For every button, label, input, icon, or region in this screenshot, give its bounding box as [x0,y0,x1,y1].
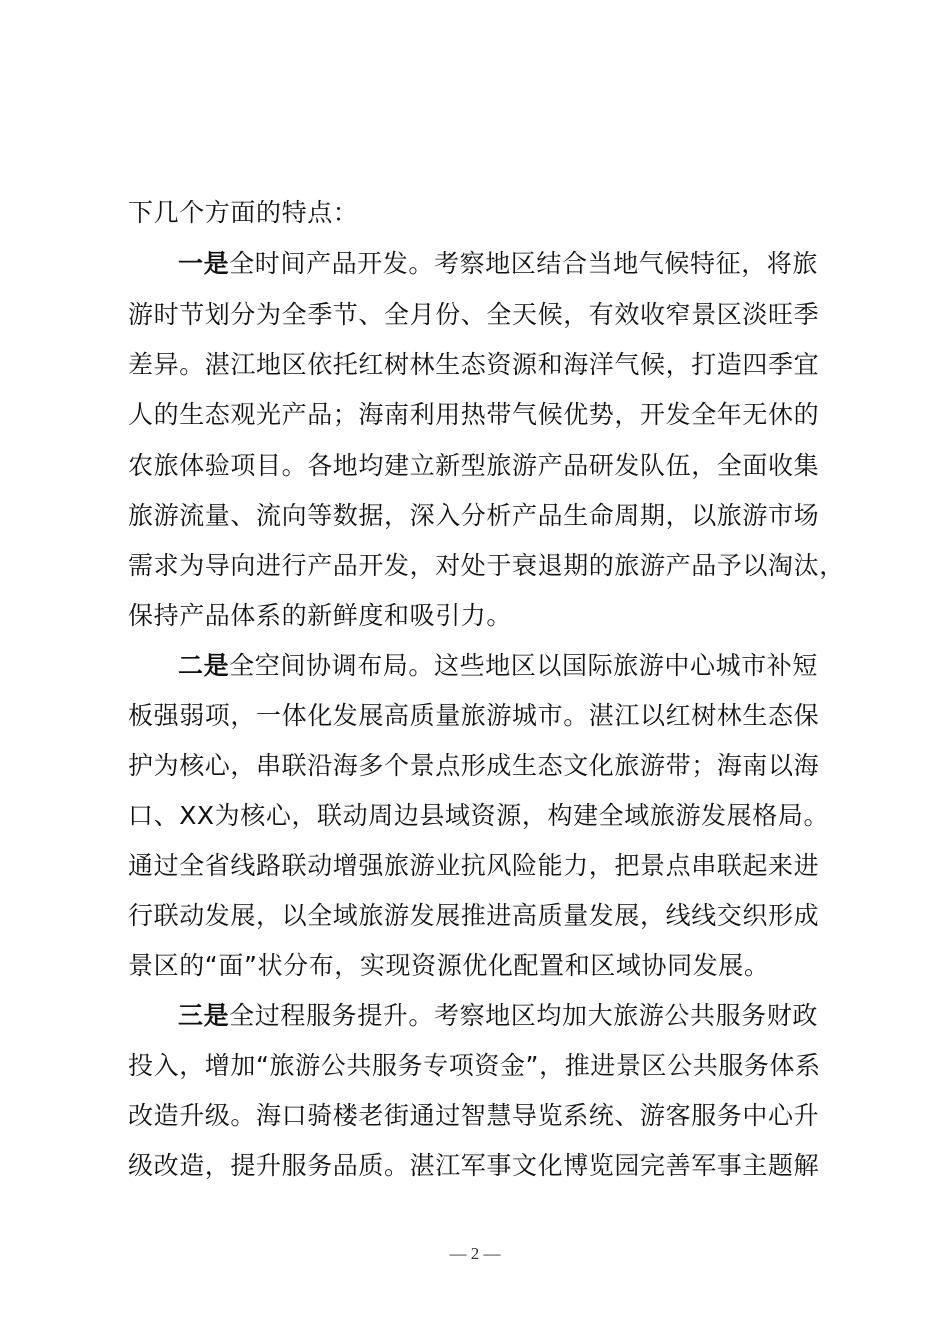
lead-bold: 一是 [178,249,230,278]
line-text: 下几个方面的特点： [128,198,359,227]
text-line-5 [128,395,819,435]
text-line-10 [178,646,818,686]
text-line-8 [128,546,845,586]
text-line-3 [128,295,819,335]
text-line-13 [128,796,829,836]
line-text: 景区的“面”状分布，实现资源优化配置和区域协同发展。 [128,951,770,980]
line-text: 农旅体验项目。各地均建立新型旅游产品研发队伍，全面收集 [128,451,820,480]
line-text: 全过程服务提升。考察地区均加大旅游公共服务财政 [229,1001,819,1030]
line-text: 板强弱项，一体化发展高质量旅游城市。湛江以红树林生态保 [128,701,820,730]
text-line-19 [128,1096,819,1136]
line-text: 全空间协调布局。这些地区以国际旅游中心城市补短 [229,651,819,680]
line-text: 护为核心，串联沿海多个景点形成生态文化旅游带；海南以海 [128,751,820,780]
lead-bold: 三是 [178,1001,230,1030]
text-line-2 [178,244,818,284]
line-text: 需求为导向进行产品开发，对处于衰退期的旅游产品予以淘汰， [128,551,845,580]
text-line-4 [128,345,819,385]
line-text: 人的生态观光产品；海南利用热带气候优势，开发全年无休的 [128,400,820,429]
text-line-15 [128,896,819,936]
page-number: — 2 — [449,1244,501,1263]
line-text: 差异。湛江地区依托红树林生态资源和海洋气候，打造四季宜 [128,350,820,379]
line-text: 行联动发展，以全域旅游发展推进高质量发展，线线交织形成 [128,901,820,930]
lead-bold: 二是 [178,651,230,680]
text-line-6 [128,446,819,486]
text-line-7 [128,496,819,536]
line-text: 改造升级。海口骑楼老街通过智慧导览系统、游客服务中心升 [128,1101,820,1130]
text-line-11 [128,696,819,736]
line-text: 级改造，提升服务品质。湛江军事文化博览园完善军事主题解 [128,1151,820,1180]
line-text: 口、XX为核心，联动周边县域资源，构建全域旅游发展格局。 [128,801,830,830]
text-line-18 [128,1046,821,1086]
line-text: 游时节划分为全季节、全月份、全天候，有效收窄景区淡旺季 [128,300,820,329]
text-line-1 [128,193,358,233]
text-line-9 [128,596,512,636]
text-line-16 [128,946,770,986]
text-line-17 [178,996,818,1036]
line-text: 投入，增加“旅游公共服务专项资金”，推进景区公共服务体系 [128,1051,821,1080]
line-text: 通过全省线路联动增强旅游业抗风险能力，把景点串联起来进 [128,851,820,880]
text-line-20 [128,1146,819,1186]
line-text: 全时间产品开发。考察地区结合当地气候特征，将旅 [229,249,819,278]
text-line-14 [128,846,819,886]
line-text: 保持产品体系的新鲜度和吸引力。 [128,601,513,630]
text-line-12 [128,746,819,786]
line-text: 旅游流量、流向等数据，深入分析产品生命周期，以旅游市场 [128,501,820,530]
